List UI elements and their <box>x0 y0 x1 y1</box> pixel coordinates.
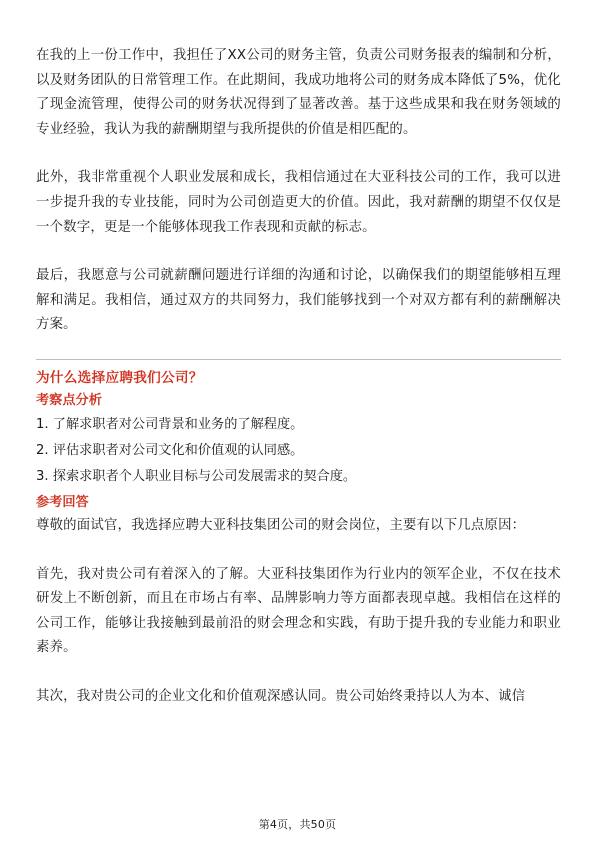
page-number: 第4页，共50页 <box>258 818 337 831</box>
paragraph-negotiation: 最后，我愿意与公司就薪酬问题进行详细的沟通和讨论，以确保我们的期望能够相互理解和满足。我相信，通过双方的共同努力，我们能够找到一个对双方都有利的薪酬解决方案。 <box>36 268 561 333</box>
paragraph-career-growth: 此外，我非常重视个人职业发展和成长，我相信通过在大亚科技公司的工作，我可以进一步提升我的专业技能，同时为公司创造更大的价值。因此，我对薪酬的期望不仅仅是一个数字，更是一个能够体现我工作表现和贡献的标志。 <box>36 170 561 235</box>
answer-second-reason: 其次，我对贵公司的企业文化和价值观深感认同。贵公司始终秉持以人为本、诚信 <box>36 688 526 704</box>
question-title: 为什么选择应聘我们公司？ <box>36 369 203 386</box>
analysis-item: 2. 评估求职者对公司文化和价值观的认同感。 <box>36 442 304 458</box>
analysis-heading: 考察点分析 <box>36 392 102 408</box>
analysis-item: 1. 了解求职者对公司背景和业务的了解程度。 <box>36 416 304 432</box>
section-divider <box>36 359 561 360</box>
paragraph-salary-achievements: 在我的上一份工作中，我担任了XX公司的财务主管，负责公司财务报表的编制和分析，以及财务团队的日常管理工作。在此期间，我成功地将公司的财务成本降低了5%，优化了现金流管理，使得公司的财务状况得到了显著改善。基于这些成果和我在财务领域的专业经验，我认为我的薪酬期望与我所提供的价值是相匹配的。 <box>36 48 561 137</box>
analysis-list <box>36 412 561 490</box>
answer-heading: 参考回答 <box>36 494 89 510</box>
answer-first-reason: 首先，我对贵公司有着深入的了解。大亚科技集团作为行业内的领军企业，不仅在技术研发上不断创新，而且在市场占有率、品牌影响力等方面都表现卓越。我相信在这样的公司工作，能够让我接触到最前沿的财会理念和实践，有助于提升我的专业能力和职业素养。 <box>36 566 561 656</box>
document-page <box>36 44 561 710</box>
analysis-item: 3. 探索求职者个人职业目标与公司发展需求的契合度。 <box>36 468 357 484</box>
answer-intro: 尊敬的面试官，我选择应聘大亚科技集团公司的财会岗位，主要有以下几点原因： <box>36 517 526 533</box>
